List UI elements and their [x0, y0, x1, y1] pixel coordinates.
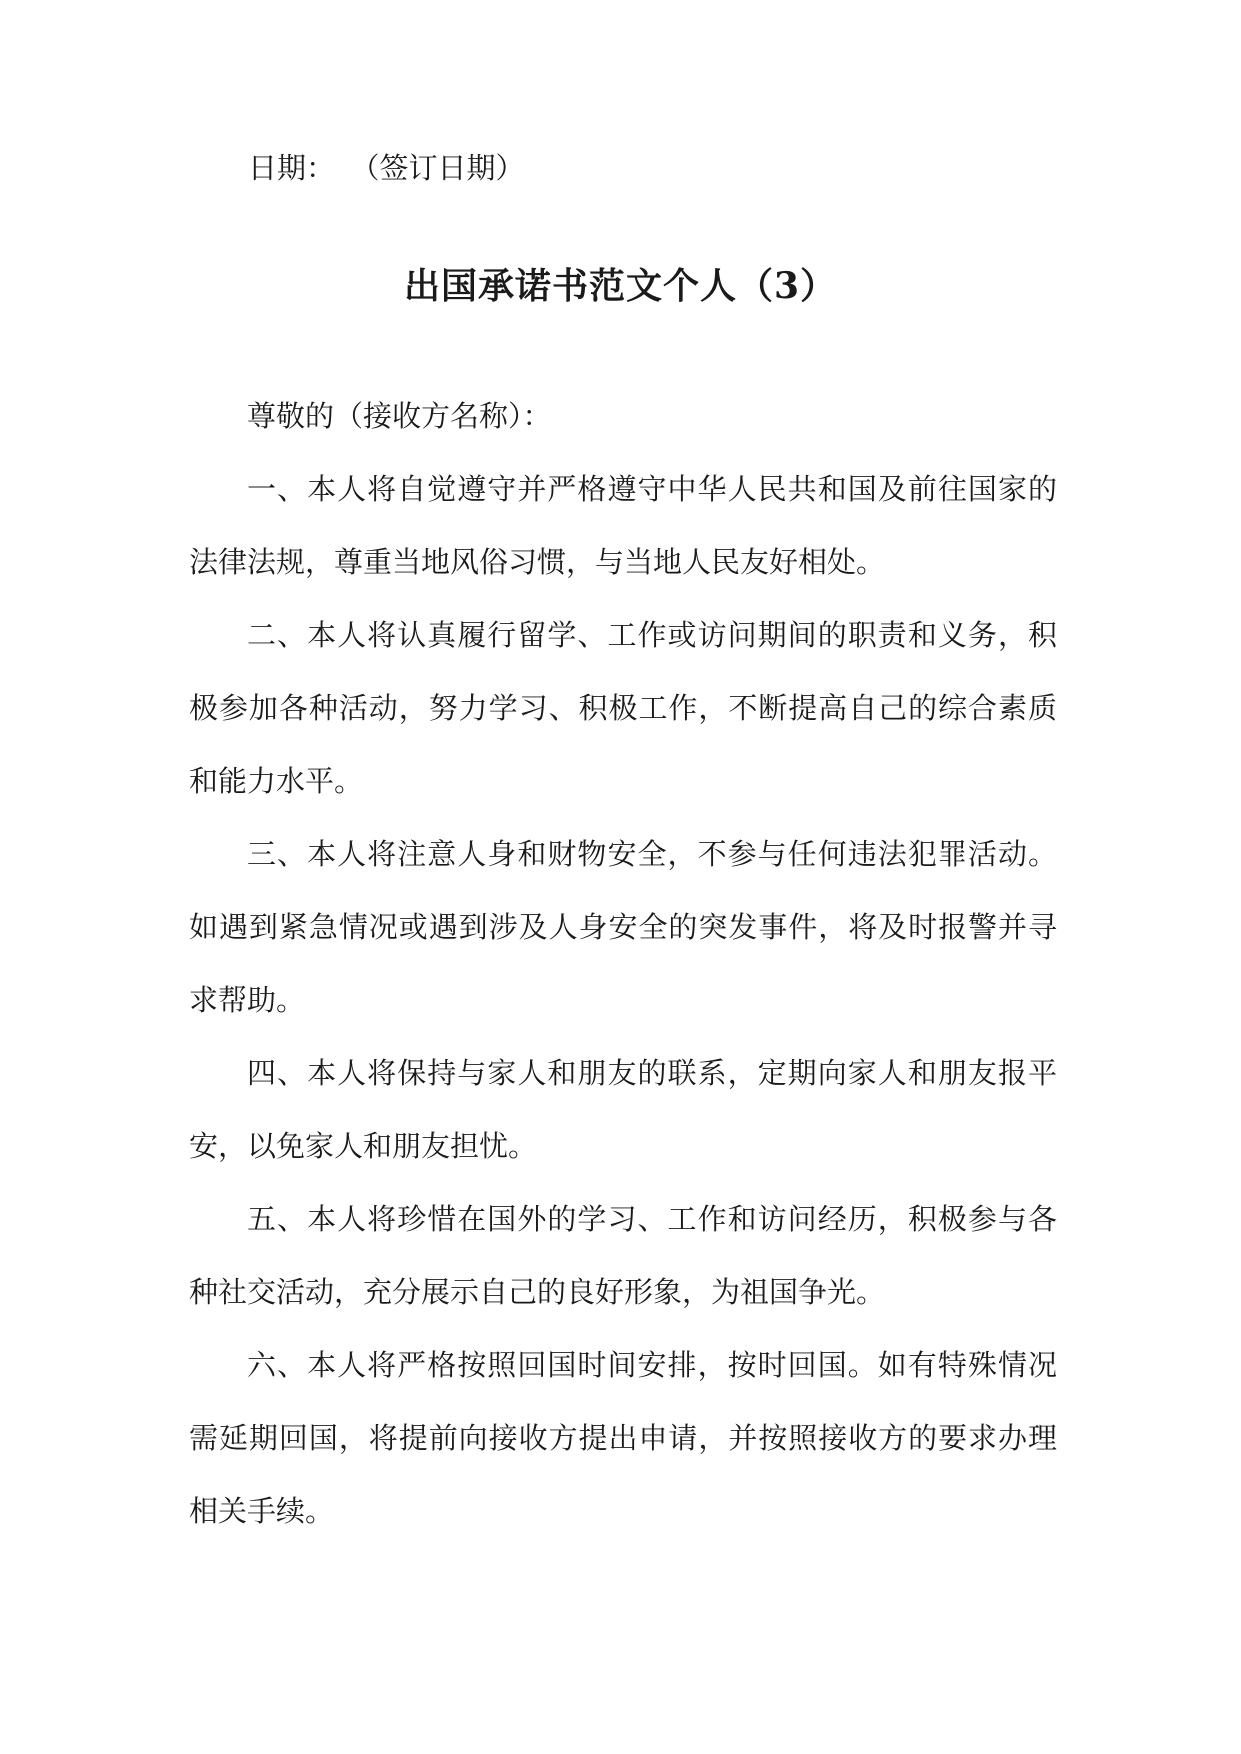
paragraph-3: 三、本人将注意人身和财物安全，不参与任何违法犯罪活动。如遇到紧急情况或遇到涉及人身安全的突发事件，将及时报警并寻求帮助。 — [189, 837, 1057, 1017]
paragraph-5: 五、本人将珍惜在国外的学习、工作和访问经历，积极参与各种社交活动，充分展示自己的良好形象，为祖国争光。 — [189, 1202, 1057, 1309]
date-label: 日期： — [248, 151, 336, 185]
date-value: （签订日期） — [365, 151, 525, 185]
date-line — [248, 148, 525, 188]
paragraph-4: 四、本人将保持与家人和朋友的联系，定期向家人和朋友报平安，以免家人和朋友担忧。 — [189, 1056, 1057, 1163]
paragraph-6: 六、本人将严格按照回国时间安排，按时回国。如有特殊情况需延期回国，将提前向接收方提出申请，并按照接收方的要求办理相关手续。 — [189, 1348, 1057, 1528]
salutation: 尊敬的（接收方名称）： — [247, 399, 552, 433]
document-body — [189, 380, 1057, 1548]
paragraph-2: 二、本人将认真履行留学、工作或访问期间的职责和义务，积极参加各种活动，努力学习、积极工作，不断提高自己的综合素质和能力水平。 — [189, 618, 1057, 798]
paragraph-1: 一、本人将自觉遵守并严格遵守中华人民共和国及前往国家的法律法规，尊重当地风俗习惯，与当地人民友好相处。 — [189, 472, 1057, 579]
document-title: 出国承诺书范文个人（3） — [403, 265, 838, 307]
